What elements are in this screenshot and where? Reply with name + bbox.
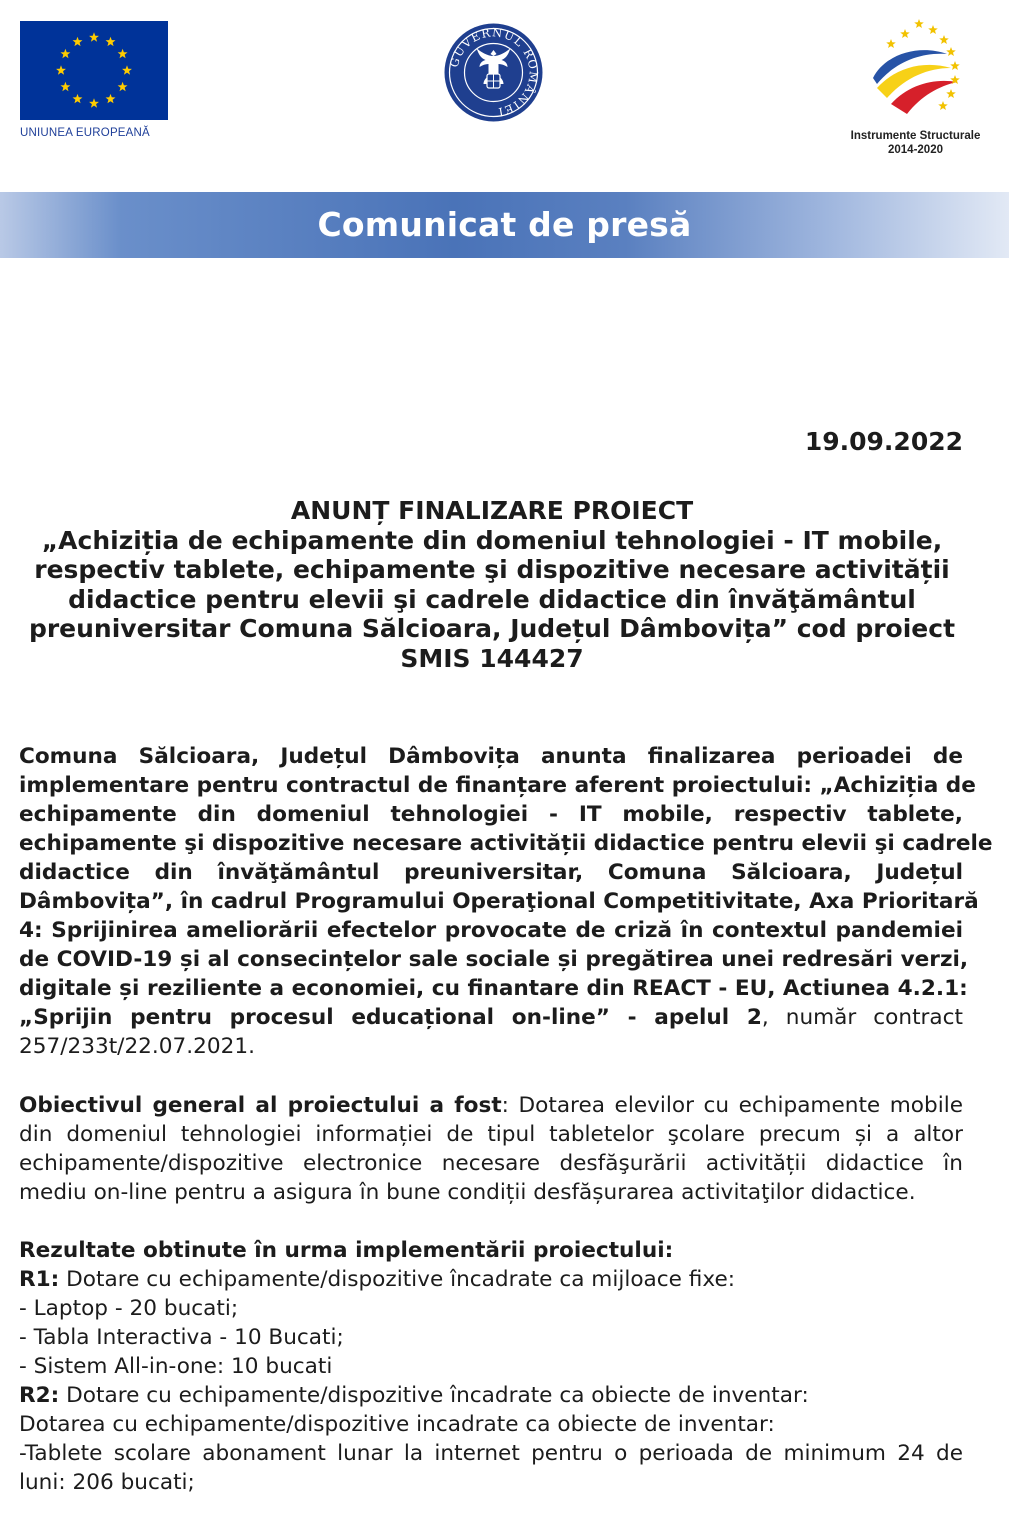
- paragraph-line: echipamente din domeniul tehnologiei - IT mobile, respectiv tablete,: [19, 802, 963, 827]
- structural-instruments-emblem-icon: [861, 16, 971, 128]
- eu-logo: [20, 21, 170, 139]
- instrumente-structurale-label: Instrumente Structurale 2014-2020: [850, 130, 981, 156]
- government-seal-logo: [443, 22, 544, 123]
- result-r2: [19, 1381, 963, 1410]
- list-item: -Tablete scolare abonament lunar la internet pentru o perioada de minimum 24 de: [19, 1441, 963, 1466]
- project-summary-paragraph: [19, 742, 993, 1061]
- paragraph-line: implementare pentru contractul de finanțare aferent proiectului: „Achiziția de: [19, 773, 976, 798]
- result-r1: [19, 1265, 963, 1294]
- emblem-star-icon: [938, 101, 948, 110]
- r1-text: Dotare cu echipamente/dispozitive încadrate ca mijloace fixe:: [59, 1267, 736, 1292]
- paragraph-line: [19, 1091, 963, 1120]
- title-line: SMIS 144427: [400, 643, 584, 673]
- eu-flag-icon: [20, 21, 168, 120]
- title-line: respectiv tablete, echipamente şi dispozitive necesare activității: [34, 555, 950, 584]
- list-item: - Tabla Interactiva - 10 Bucati;: [19, 1325, 344, 1350]
- general-objective-paragraph: [19, 1091, 963, 1207]
- paragraph-line: mediu on-line pentru a asigura în bune condiții desfășurarea activitaţilor didactice.: [19, 1180, 916, 1205]
- call-name: „Sprijin pentru procesul educațional on-line” - apelul 2: [19, 1005, 762, 1030]
- title-line: ANUNȚ FINALIZARE PROIECT: [290, 496, 694, 525]
- title-line: „Achiziția de echipamente din domeniul tehnologiei - IT mobile,: [41, 525, 943, 555]
- r2-label: R2:: [19, 1383, 60, 1408]
- paragraph-line: de COVID-19 și al consecințelor sale sociale și pregătirea unei redresări verzi,: [19, 947, 969, 972]
- list-item: - Sistem All-in-one: 10 bucati: [19, 1354, 333, 1379]
- emblem-star-icon: [914, 19, 924, 28]
- emblem-star-icon: [946, 47, 956, 56]
- paragraph-line: didactice din învăţământul preuniversitar, Comuna Sălcioara, Județul: [19, 860, 963, 885]
- emblem-star-icon: [928, 25, 938, 34]
- emblem-star-icon: [946, 89, 956, 98]
- announcement-title: [19, 496, 965, 673]
- instrumente-structurale-logo: [838, 16, 993, 157]
- government-seal-icon: [443, 22, 544, 123]
- emblem-star-icon: [900, 29, 910, 38]
- eu-label: UNIUNEA EUROPEANĂ: [20, 127, 150, 139]
- paragraph-line: [19, 1003, 963, 1032]
- title-line: preuniversitar Comuna Sălcioara, Județul Dâmbovița” cod proiect: [28, 614, 956, 643]
- r2-text: Dotare cu echipamente/dispozitive încadrate ca obiecte de inventar:: [59, 1383, 809, 1408]
- objective-text: : Dotarea elevilor cu echipamente mobile: [501, 1093, 963, 1118]
- list-item: Dotarea cu echipamente/dispozitive incadrate ca obiecte de inventar:: [19, 1412, 775, 1437]
- emblem-star-icon: [950, 61, 960, 70]
- paragraph-line: Dâmbovița”, în cadrul Programului Operaţional Competitivitate, Axa Prioritară: [19, 889, 979, 914]
- list-item: luni: 206 bucati;: [19, 1470, 195, 1495]
- contract-number: 257/233t/22.07.2021.: [19, 1034, 255, 1059]
- release-date: 19.09.2022: [804, 427, 963, 456]
- objective-label: Obiectivul general al proiectului a fost: [19, 1093, 502, 1118]
- paragraph-line: echipamente şi dispozitive necesare activității didactice pentru elevii şi cadrele: [19, 831, 993, 856]
- paragraph-line: Comuna Sălcioara, Județul Dâmbovița anunta finalizarea perioadei de: [19, 744, 963, 769]
- seal-ring-text: GUVERNUL ROMÂNIEI: [446, 25, 541, 120]
- results-heading: Rezultate obtinute în urma implementării proiectului:: [19, 1238, 674, 1263]
- banner-title: Comunicat de presă: [317, 205, 692, 244]
- paragraph-line: din domeniul tehnologiei informației de tipul tabletelor şcolare precum și a altor: [19, 1122, 963, 1147]
- emblem-star-icon: [939, 35, 949, 44]
- results-section: [19, 1236, 963, 1497]
- emblem-star-icon: [886, 39, 896, 48]
- list-item: - Laptop - 20 bucati;: [19, 1296, 239, 1321]
- title-line: didactice pentru elevii şi cadrele didactice din învăţământul: [68, 584, 916, 614]
- contract-label: , număr contract: [761, 1005, 963, 1030]
- paragraph-line: 4: Sprijinirea ameliorării efectelor provocate de criză în contextul pandemiei: [19, 918, 963, 943]
- paragraph-line: digitale și reziliente a economiei, cu finantare din REACT - EU, Actiunea 4.2.1:: [19, 976, 968, 1001]
- paragraph-line: echipamente/dispozitive electronice necesare desfăşurării activității didactice în: [19, 1151, 963, 1176]
- press-release-banner: [0, 192, 1009, 258]
- r1-label: R1:: [19, 1267, 60, 1292]
